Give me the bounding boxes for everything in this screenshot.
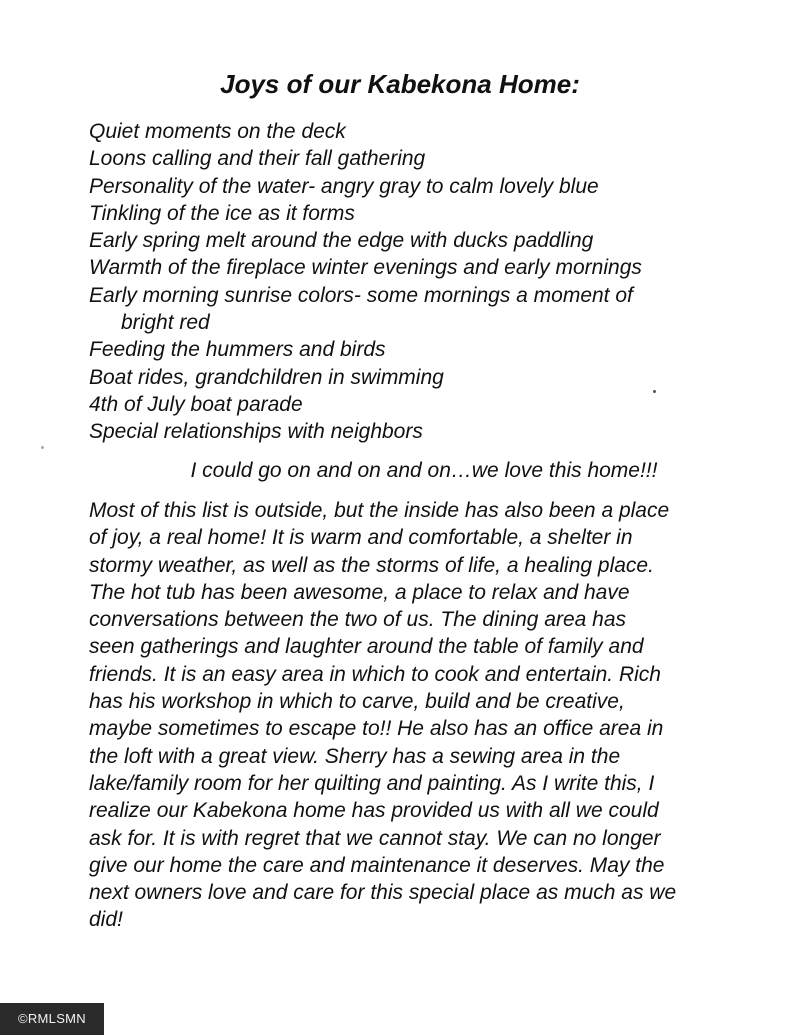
list-item: Feeding the hummers and birds [89, 338, 386, 362]
paragraph-line: seen gatherings and laughter around the table of family and [89, 635, 644, 659]
paragraph-line: friends. It is an easy area in which to cook and entertain. Rich [89, 662, 661, 686]
list-item: Personality of the water- angry gray to calm lovely blue [89, 174, 599, 198]
paragraph-line: of joy, a real home! It is warm and comfortable, a shelter in [89, 526, 633, 550]
scan-speck [653, 390, 656, 393]
paragraph-line: did! [89, 908, 123, 932]
document-title: Joys of our Kabekona Home: [220, 69, 580, 99]
paragraph-line: give our home the care and maintenance it deserves. May the [89, 853, 665, 877]
paragraph-line: stormy weather, as well as the storms of life, a healing place. [89, 553, 654, 577]
paragraph-line: lake/family room for her quilting and painting. As I write this, I [89, 771, 655, 795]
paragraph-line: has his workshop in which to carve, build and be creative, [89, 690, 625, 714]
paragraph-line: realize our Kabekona home has provided us with all we could [89, 799, 659, 823]
paragraph-line: maybe sometimes to escape to!! He also has an office area in [89, 717, 664, 741]
body-paragraph [89, 497, 779, 934]
paragraph-line: Most of this list is outside, but the inside has also been a place [89, 499, 670, 522]
list-item: Special relationships with neighbors [89, 420, 423, 444]
joys-list [89, 118, 779, 446]
paragraph-line: the loft with a great view. Sherry has a sewing area in the [89, 744, 621, 768]
paragraph-line: The hot tub has been awesome, a place to relax and have [89, 580, 630, 604]
paragraph-line: ask for. It is with regret that we cannot stay. We can no longer [89, 826, 661, 850]
scan-speck [41, 446, 44, 449]
closing-line: I could go on and on and on…we love this home!!! [190, 459, 658, 482]
list-item: Early morning sunrise colors- some mornings a moment of [89, 283, 633, 307]
list-item: Tinkling of the ice as it forms [89, 201, 355, 225]
list-item: Boat rides, grandchildren in swimming [89, 365, 444, 389]
list-item: 4th of July boat parade [89, 392, 303, 416]
list-item: Quiet moments on the deck [89, 120, 346, 143]
copyright-watermark: ©RMLSMN [0, 1003, 104, 1035]
paragraph-line: next owners love and care for this special place as much as we [89, 881, 677, 905]
list-item-continuation-text: bright red [121, 311, 210, 335]
paragraph-line: conversations between the two of us. The dining area has [89, 608, 626, 632]
list-item-continuation [89, 309, 779, 336]
list-item: Warmth of the fireplace winter evenings and early mornings [89, 256, 642, 280]
list-item: Loons calling and their fall gathering [89, 147, 426, 171]
list-item: Early spring melt around the edge with ducks paddling [89, 229, 594, 253]
